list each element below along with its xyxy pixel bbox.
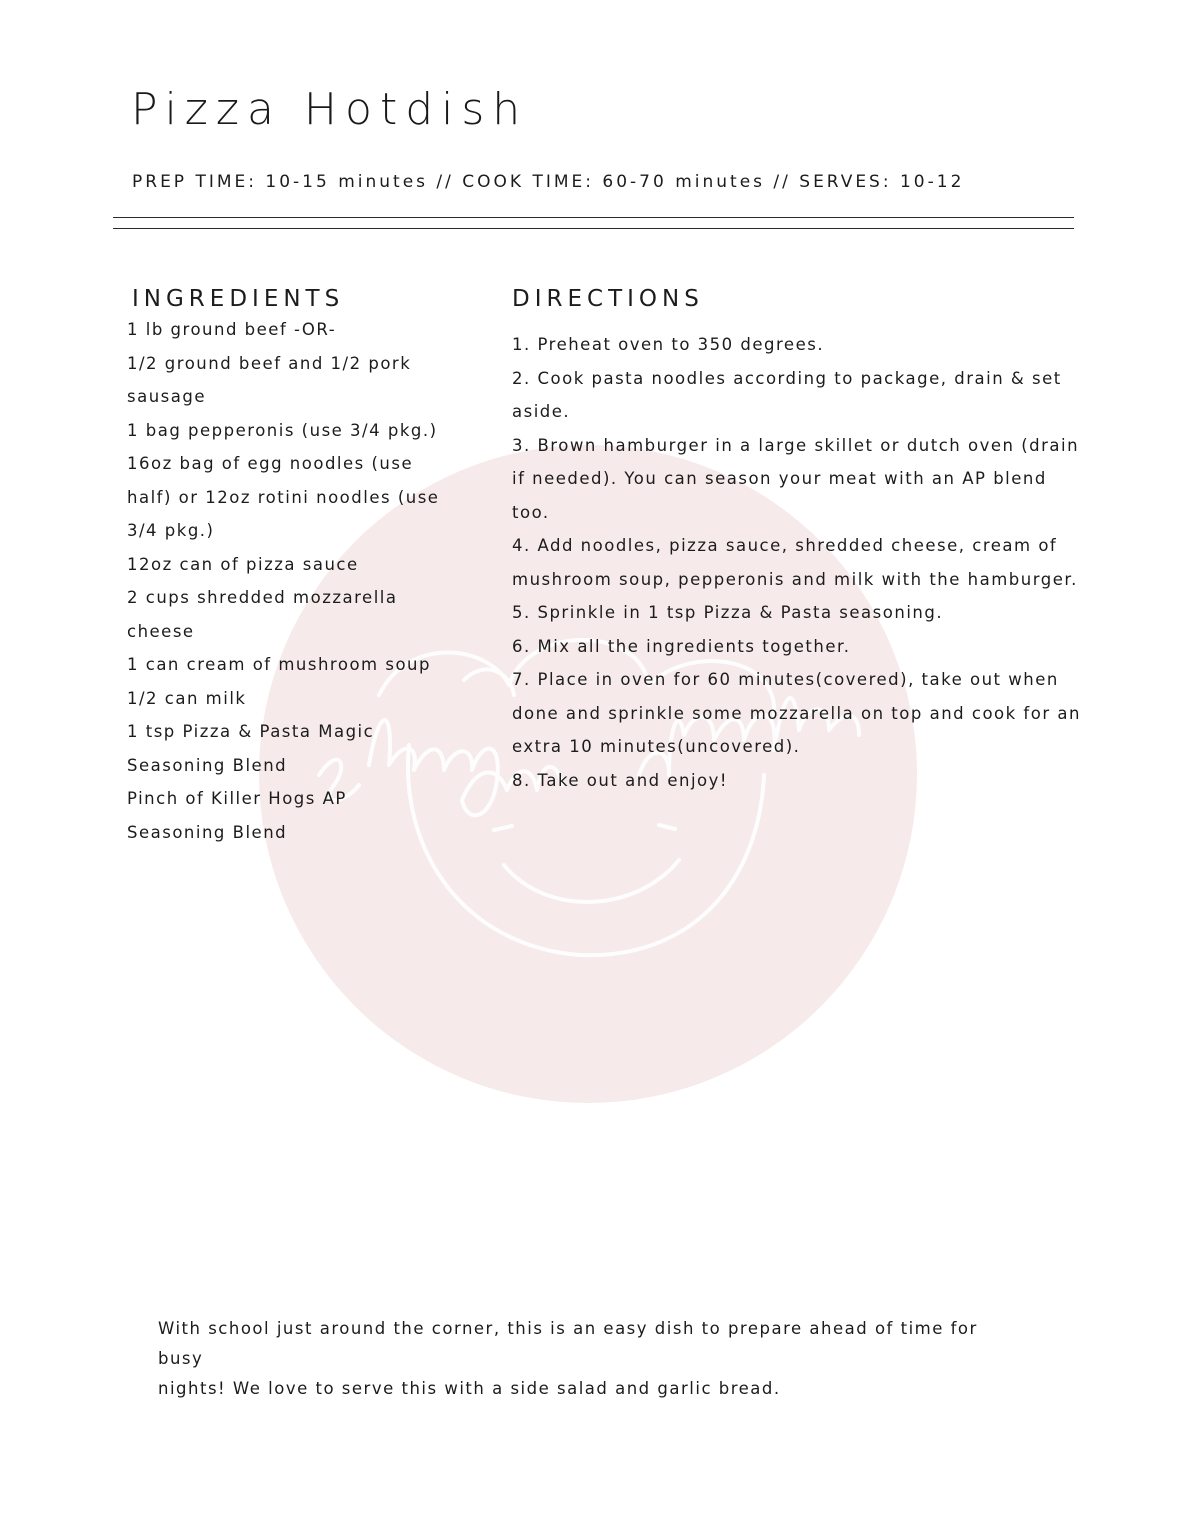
direction-line: if needed). You can season your meat with an AP blend too. bbox=[512, 469, 1047, 522]
recipe-note bbox=[158, 1314, 1018, 1404]
directions-heading: DIRECTIONS bbox=[512, 286, 704, 312]
ingredient-line: 3/4 pkg.) bbox=[127, 521, 215, 540]
direction-line: 6. Mix all the ingredients together. bbox=[512, 636, 851, 656]
directions-list bbox=[512, 328, 1082, 797]
direction-line: 8. Take out and enjoy! bbox=[512, 770, 729, 790]
direction-line: 1. Preheat oven to 350 degrees. bbox=[512, 335, 825, 354]
header-divider-bottom bbox=[113, 228, 1074, 229]
ingredient-line: 1/2 can milk bbox=[127, 688, 247, 708]
ingredients-list bbox=[127, 313, 447, 849]
direction-line: 3. Brown hamburger in a large skillet or dutch oven (drain bbox=[512, 435, 1080, 455]
direction-line: 2. Cook pasta noodles according to package, drain & set bbox=[512, 368, 1062, 388]
note-line-1: With school just around the corner, this is an easy dish to prepare ahead of time for busy bbox=[158, 1319, 978, 1368]
ingredient-line: Seasoning Blend bbox=[127, 822, 288, 842]
ingredients-heading: INGREDIENTS bbox=[132, 286, 345, 312]
direction-line: mushroom soup, pepperonis and milk with the hamburger. bbox=[512, 569, 1078, 589]
direction-line: extra 10 minutes(uncovered). bbox=[512, 737, 801, 756]
header-divider-top bbox=[113, 217, 1074, 218]
recipe-meta-line: PREP TIME: 10-15 minutes // COOK TIME: 60-70 minutes // SERVES: 10-12 bbox=[132, 172, 965, 192]
ingredient-line: sausage bbox=[127, 387, 206, 406]
ingredient-line: 1 can cream of mushroom soup bbox=[127, 655, 431, 674]
recipe-title: Pizza Hotdish bbox=[131, 84, 529, 135]
ingredient-line: Seasoning Blend bbox=[127, 755, 288, 775]
ingredient-line: 1 tsp Pizza & Pasta Magic bbox=[127, 722, 375, 741]
ingredient-line: 1 bag pepperonis (use 3/4 pkg.) bbox=[127, 420, 438, 440]
ingredient-line: 16oz bag of egg noodles (use bbox=[127, 454, 414, 473]
ingredient-line: cheese bbox=[127, 621, 195, 641]
ingredient-line: half) or 12oz rotini noodles (use bbox=[127, 487, 440, 507]
direction-line: aside. bbox=[512, 402, 571, 421]
ingredient-line: 12oz can of pizza sauce bbox=[127, 554, 359, 574]
direction-line: done and sprinkle some mozzarella on top and cook for an bbox=[512, 703, 1081, 723]
ingredient-line: Pinch of Killer Hogs AP bbox=[127, 789, 347, 808]
note-line-2: nights! We love to serve this with a side salad and garlic bread. bbox=[158, 1379, 781, 1398]
direction-line: 7. Place in oven for 60 minutes(covered), take out when bbox=[512, 670, 1059, 689]
direction-line: 5. Sprinkle in 1 tsp Pizza & Pasta seasoning. bbox=[512, 603, 944, 622]
ingredient-line: 2 cups shredded mozzarella bbox=[127, 588, 398, 607]
ingredient-line: 1 lb ground beef -OR- bbox=[127, 320, 337, 339]
direction-line: 4. Add noodles, pizza sauce, shredded cheese, cream of bbox=[512, 536, 1058, 555]
ingredient-line: 1/2 ground beef and 1/2 pork bbox=[127, 353, 412, 373]
